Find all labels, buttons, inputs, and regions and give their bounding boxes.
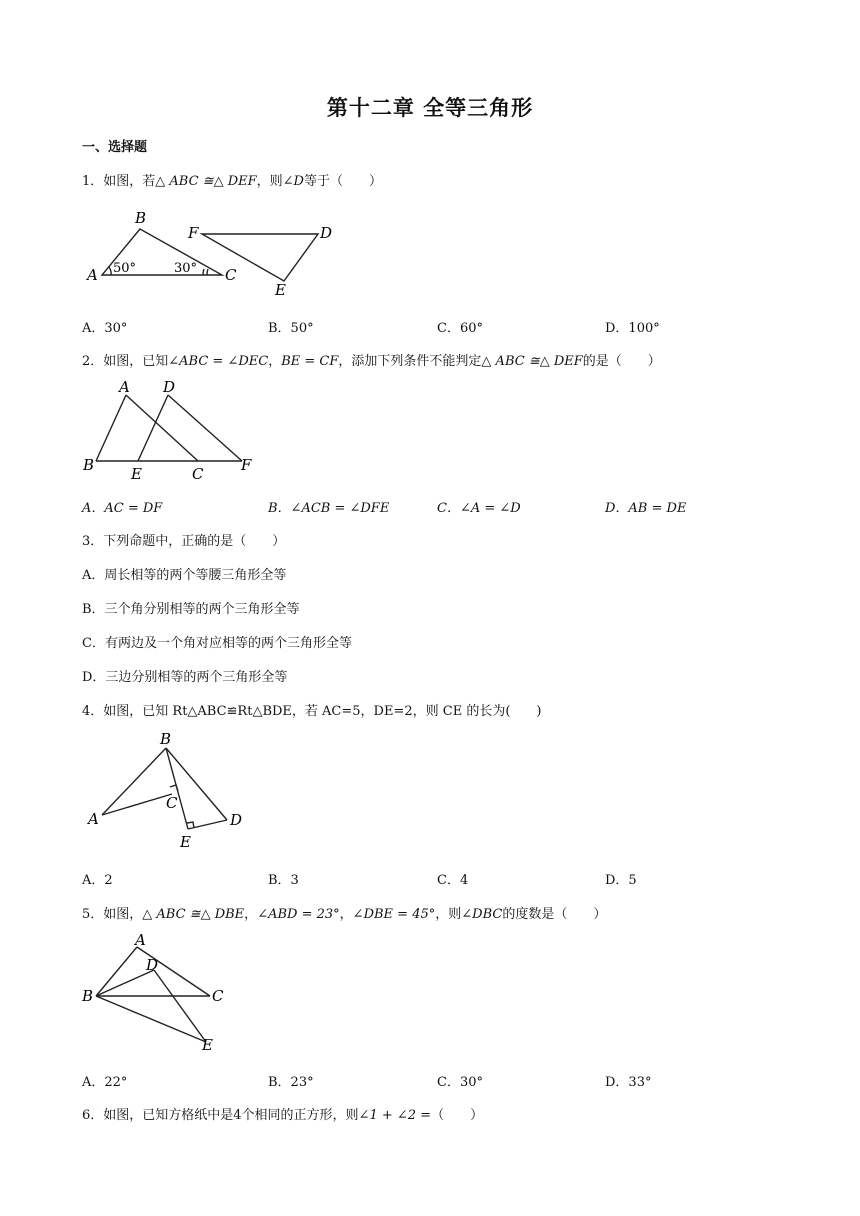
q5-option-b[interactable]: B．23° [268,1075,314,1090]
q4-label-c: C [166,794,178,812]
q1-label-a: A [87,266,98,284]
q2-label-f: F [241,456,252,474]
q2-label-a: A [119,378,130,396]
q5-text: ，则 [435,907,462,922]
q1-text: ，则 [256,174,283,189]
q5-text: 5．如图， [82,907,143,922]
page-title: 第十二章 全等三角形 [326,96,534,120]
q1-option-a[interactable]: A．30° [82,321,128,336]
q1-math-congruence: △ ABC ≅△ DEF [155,174,257,189]
q2-option-c[interactable]: C．∠A = ∠D [437,501,521,516]
q3-option-d[interactable]: D．三边分别相等的两个三角形全等 [82,670,288,685]
q5-option-c[interactable]: C．30° [437,1075,483,1090]
question-5 [82,903,606,922]
question-1 [82,170,382,189]
q1-angle-c-label: 30° [174,261,198,276]
q4-option-c[interactable]: C．4 [437,873,469,888]
q3-option-b[interactable]: B．三个角分别相等的两个三角形全等 [82,602,300,617]
q1-label-d: D [320,224,333,242]
q5-math-congruence: △ ABC ≅△ DBE [142,907,245,922]
q2-label-d: D [163,378,176,396]
question-2 [82,350,661,369]
q1-label-c: C [225,266,237,284]
q1-text: 等于（ ） [303,174,382,189]
q3-option-c[interactable]: C．有两边及一个角对应相等的两个三角形全等 [82,636,352,651]
q4-label-a: A [88,810,99,828]
q1-label-f: F [188,224,199,242]
q4-option-a[interactable]: A．2 [82,873,113,888]
q4-label-b: B [160,730,172,748]
q4-option-d[interactable]: D．5 [605,873,637,888]
q5-option-d[interactable]: D．33° [605,1075,652,1090]
q5-text: 的度数是（ ） [502,907,607,922]
q2-option-d[interactable]: D．AB = DE [605,501,687,516]
q5-label-e: E [202,1036,213,1054]
q5-option-a[interactable]: A．22° [82,1075,128,1090]
q5-math-angle-dbe: ∠DBE = 45° [352,907,436,922]
q4-label-e: E [180,833,191,851]
q1-option-c[interactable]: C．60° [437,321,483,336]
q2-text: ， [268,354,282,369]
q2-label-c: C [192,465,204,483]
q1-label-b: B [135,209,147,227]
q1-option-b[interactable]: B．50° [268,321,314,336]
q2-math-segments: BE = CF [281,354,339,369]
q6-text: 6．如图，已知方格纸中是4个相同的正方形，则 [82,1108,359,1123]
q2-option-a[interactable]: A．AC = DF [82,501,163,516]
q3-option-a[interactable]: A．周长相等的两个等腰三角形全等 [82,568,287,583]
q2-label-e: E [131,465,142,483]
q5-text: ， [244,907,258,922]
q1-angle-a-label: 50° [113,261,137,276]
q5-label-a: A [135,931,146,949]
q5-label-d: D [146,956,159,974]
section-heading: 一、选择题 [82,140,148,155]
q5-label-b: B [82,987,94,1005]
q2-text: 2．如图，已知 [82,354,169,369]
q5-math-angle-abd: ∠ABD = 23° [257,907,340,922]
q1-figure [82,205,342,300]
q2-math-congruence: △ ABC ≅△ DEF [481,354,583,369]
q5-text: ， [339,907,353,922]
question-6 [82,1104,483,1123]
q2-text: 的是（ ） [582,354,661,369]
q1-math-angle: ∠D [282,174,304,189]
q6-text: （ ） [431,1108,484,1123]
q4-label-d: D [230,811,243,829]
question-4: 4．如图，已知 Rt△ABC≌Rt△BDE，若 AC=5，DE=2，则 CE 的长为( ) [82,704,542,719]
q2-text: ，添加下列条件不能判定 [338,354,482,369]
q6-math-angles: ∠1 + ∠2 = [358,1108,432,1123]
q5-label-c: C [212,987,224,1005]
q5-math-angle-dbc: ∠DBC [461,907,503,922]
q4-figure [82,728,262,853]
q1-option-d[interactable]: D．100° [605,321,660,336]
q4-option-b[interactable]: B．3 [268,873,299,888]
q2-option-b[interactable]: B．∠ACB = ∠DFE [268,501,390,516]
question-3: 3．下列命题中，正确的是（ ） [82,534,286,549]
q1-text: 1．如图，若 [82,174,156,189]
q5-figure [82,930,242,1055]
q2-math-angles: ∠ABC = ∠DEC [168,354,269,369]
q1-label-e: E [275,281,286,299]
q2-label-b: B [83,456,95,474]
q2-figure [82,375,262,485]
